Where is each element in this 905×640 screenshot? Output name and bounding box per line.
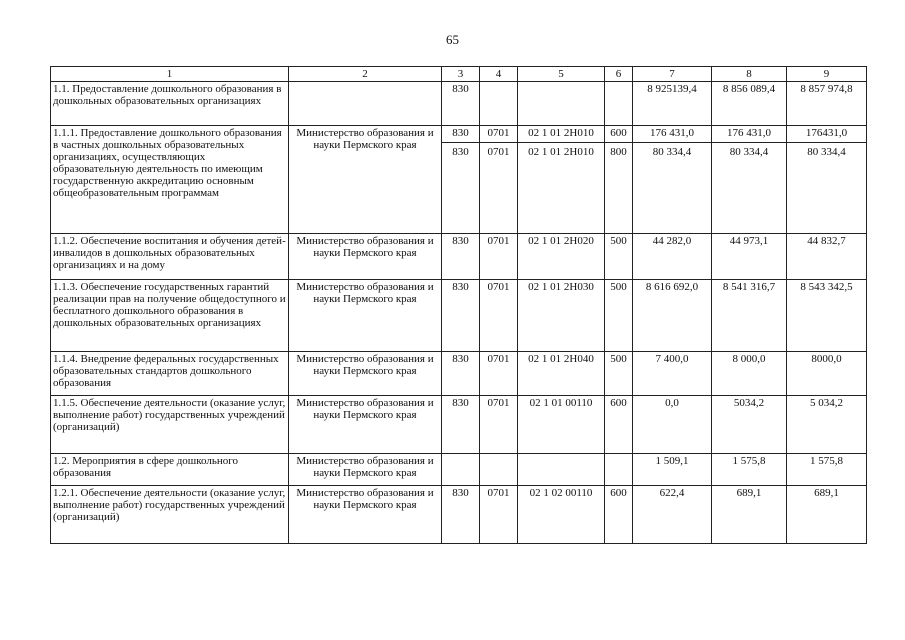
amount-year-1: 176 431,0 [650, 127, 694, 139]
measure-name: 1.1. Предоставление дошкольного образования в дошкольных образовательных организациях [51, 82, 289, 126]
amount-year-2-cell [712, 126, 787, 234]
amount-year-1: 7 400,0 [633, 352, 712, 396]
header-cell: 9 [787, 67, 867, 82]
organization: Министерство образования и науки Пермского края [289, 234, 442, 280]
table-row [51, 352, 867, 396]
header-cell: 2 [289, 67, 442, 82]
code-expense-type: 500 [605, 234, 633, 280]
code-expense-type-cell [605, 126, 633, 234]
amount-year-3: 80 334,4 [787, 142, 866, 158]
header-cell: 3 [442, 67, 480, 82]
amount-year-2: 8 856 089,4 [712, 82, 787, 126]
code-expense-type: 600 [610, 127, 627, 139]
table-row [51, 82, 867, 126]
code-target-cell [518, 126, 605, 234]
amount-year-2: 176 431,0 [727, 127, 771, 139]
organization [289, 82, 442, 126]
organization: Министерство образования и науки Пермского края [289, 280, 442, 352]
page-number: 65 [446, 32, 459, 47]
code-section-cell [480, 126, 518, 234]
code-section: 0701 [480, 352, 518, 396]
header-cell: 5 [518, 67, 605, 82]
code-section: 0701 [480, 142, 517, 158]
table-row [51, 486, 867, 544]
header-cell: 1 [51, 67, 289, 82]
code-section: 0701 [480, 486, 518, 544]
code-section: 0701 [480, 234, 518, 280]
code-target: 02 1 01 2Н020 [518, 234, 605, 280]
code-section [480, 454, 518, 486]
organization: Министерство образования и науки Пермского края [289, 352, 442, 396]
code-expense-type: 600 [605, 486, 633, 544]
code-expense-type [605, 82, 633, 126]
amount-year-3: 44 832,7 [787, 234, 867, 280]
amount-year-1: 8 616 692,0 [633, 280, 712, 352]
table-row [51, 280, 867, 352]
budget-table [50, 66, 867, 544]
code-target: 02 1 02 00110 [518, 486, 605, 544]
amount-year-3: 1 575,8 [787, 454, 867, 486]
code-target: 02 1 01 2Н010 [528, 127, 594, 139]
organization: Министерство образования и науки Пермского края [289, 396, 442, 454]
amount-year-1-cell [633, 126, 712, 234]
amount-year-1: 1 509,1 [633, 454, 712, 486]
header-row [51, 67, 867, 82]
organization: Министерство образования и науки Пермского края [289, 126, 442, 234]
code-expense-type: 800 [605, 142, 632, 158]
code-expense-type: 600 [605, 396, 633, 454]
amount-year-2: 1 575,8 [712, 454, 787, 486]
code-section: 0701 [487, 127, 510, 139]
amount-year-3: 8 543 342,5 [787, 280, 867, 352]
amount-year-3: 689,1 [787, 486, 867, 544]
code-section [480, 82, 518, 126]
table-row [51, 454, 867, 486]
code-section: 0701 [480, 396, 518, 454]
amount-year-3: 5 034,2 [787, 396, 867, 454]
code-expense-type: 500 [605, 280, 633, 352]
code-ministry: 830 [442, 486, 480, 544]
code-ministry: 830 [452, 127, 469, 139]
header-cell: 6 [605, 67, 633, 82]
header-cell: 7 [633, 67, 712, 82]
amount-year-1: 80 334,4 [633, 142, 711, 158]
amount-year-1: 0,0 [633, 396, 712, 454]
measure-name: 1.2. Мероприятия в сфере дошкольного образования [51, 454, 289, 486]
header-cell: 8 [712, 67, 787, 82]
amount-year-2: 8 541 316,7 [712, 280, 787, 352]
code-target [518, 82, 605, 126]
amount-year-2: 5034,2 [712, 396, 787, 454]
code-ministry: 830 [442, 82, 480, 126]
code-target: 02 1 01 00110 [518, 396, 605, 454]
amount-year-1: 622,4 [633, 486, 712, 544]
table-row [51, 396, 867, 454]
amount-year-1: 44 282,0 [633, 234, 712, 280]
code-ministry: 830 [442, 142, 479, 158]
code-target: 02 1 01 2Н030 [518, 280, 605, 352]
code-ministry: 830 [442, 396, 480, 454]
code-ministry [442, 454, 480, 486]
code-target: 02 1 01 2Н010 [518, 142, 604, 158]
measure-name: 1.1.3. Обеспечение государственных гарантий реализации прав на получение общедоступного и бесплатного дошкольного образования в дошкольных образовательных организациях [51, 280, 289, 352]
code-section: 0701 [480, 280, 518, 352]
organization: Министерство образования и науки Пермского края [289, 454, 442, 486]
amount-year-3: 176431,0 [805, 127, 848, 139]
table-row [51, 126, 867, 234]
measure-name: 1.1.4. Внедрение федеральных государственных образовательных стандартов дошкольного образования [51, 352, 289, 396]
amount-year-2: 8 000,0 [712, 352, 787, 396]
organization: Министерство образования и науки Пермского края [289, 486, 442, 544]
code-expense-type [605, 454, 633, 486]
amount-year-2: 44 973,1 [712, 234, 787, 280]
header-cell: 4 [480, 67, 518, 82]
code-expense-type: 500 [605, 352, 633, 396]
amount-year-3: 8 857 974,8 [787, 82, 867, 126]
measure-name: 1.1.5. Обеспечение деятельности (оказание услуг, выполнение работ) государственных учреждений (организаций) [51, 396, 289, 454]
amount-year-3: 8000,0 [787, 352, 867, 396]
code-target: 02 1 01 2Н040 [518, 352, 605, 396]
amount-year-3-cell [787, 126, 867, 234]
code-ministry: 830 [442, 352, 480, 396]
measure-name: 1.2.1. Обеспечение деятельности (оказание услуг, выполнение работ) государственных учреждений (организаций) [51, 486, 289, 544]
amount-year-1: 8 925139,4 [633, 82, 712, 126]
code-ministry: 830 [442, 234, 480, 280]
amount-year-2: 80 334,4 [712, 142, 786, 158]
amount-year-2: 689,1 [712, 486, 787, 544]
code-target [518, 454, 605, 486]
measure-name: 1.1.2. Обеспечение воспитания и обучения детей-инвалидов в дошкольных образовательных организациях и на дому [51, 234, 289, 280]
measure-name: 1.1.1. Предоставление дошкольного образования в частных дошкольных образовательных организациях, осуществляющих образовательную деятельность по имеющим государственную аккредитацию основным общеобразовательным программам [51, 126, 289, 234]
code-ministry-cell [442, 126, 480, 234]
code-ministry: 830 [442, 280, 480, 352]
table-row [51, 234, 867, 280]
